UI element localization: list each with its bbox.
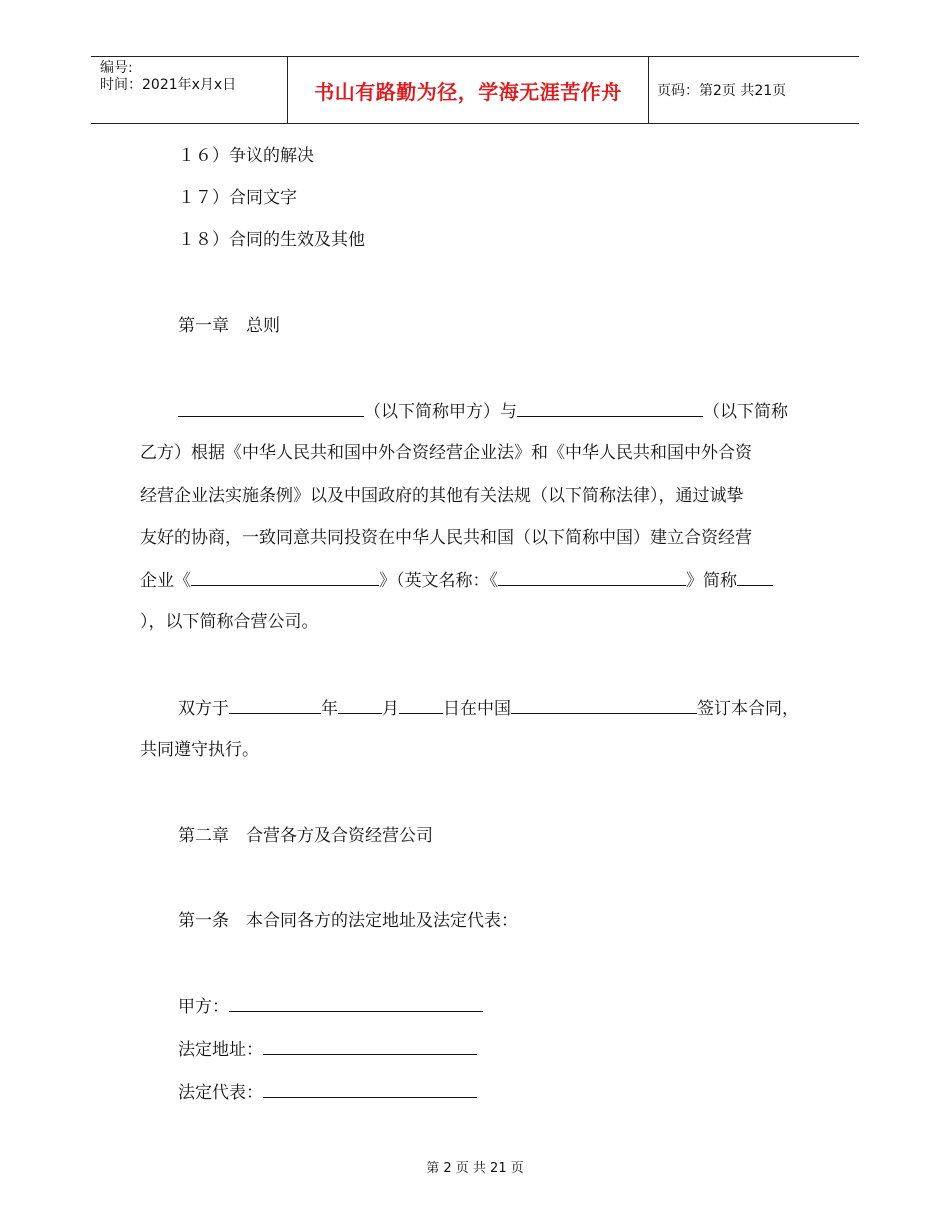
page-header <box>91 56 859 124</box>
blank-party-a <box>178 401 364 417</box>
blank-year <box>229 698 321 714</box>
list-item: １８）合同的生效及其他 <box>178 230 365 250</box>
blank-party-b <box>517 401 703 417</box>
header-motto: 书山有路勤为径，学海无涯苦作舟 <box>287 57 649 123</box>
list-item: １６）争议的解决 <box>178 146 314 166</box>
chapter-1-title: 第一章 总则 <box>178 316 280 336</box>
number-label: 编号: <box>100 60 133 76</box>
paragraph-line: ），以下简称合营公司。 <box>140 612 319 632</box>
paragraph-line: 友好的协商，一致同意共同投资在中华人民共和国（以下简称中国）建立合资经营 <box>140 528 752 548</box>
article-1-heading: 第一条 本合同各方的法定地址及法定代表： <box>178 911 518 931</box>
blank-short-name <box>737 570 773 586</box>
paragraph-line: 双方于 年 月 日在中国 签订本合同， <box>178 699 799 719</box>
paragraph-line: （以下简称甲方）与 （以下简称 <box>178 401 788 422</box>
blank-place <box>511 698 697 714</box>
list-item: １７）合同文字 <box>178 188 297 208</box>
blank-party-a-name <box>229 996 483 1012</box>
paragraph-line: 乙方）根据《中华人民共和国中外合资经营企业法》和《中华人民共和国中外合资 <box>140 443 752 463</box>
header-page-label: 页码：第2页 共21页 <box>657 83 787 99</box>
legal-rep-line: 法定代表： <box>178 1082 477 1103</box>
chapter-2-title: 第二章 合营各方及合资经营公司 <box>178 826 433 846</box>
blank-day <box>399 698 443 714</box>
blank-month <box>338 698 382 714</box>
blank-english-name <box>498 570 686 586</box>
party-a-line: 甲方： <box>178 996 483 1017</box>
header-left <box>91 57 287 123</box>
paragraph-line: 企业《 》（英文名称：《 》简称 <box>140 570 773 591</box>
legal-address-line: 法定地址： <box>178 1039 477 1060</box>
page-footer: 第 2 页 共 21 页 <box>426 1161 524 1176</box>
time-label: 时间：2021年x月x日 <box>100 77 237 93</box>
blank-legal-rep <box>263 1082 477 1098</box>
blank-legal-address <box>263 1039 477 1055</box>
blank-company-name <box>191 570 379 586</box>
paragraph-line: 经营企业法实施条例》以及中国政府的其他有关法规（以下简称法律），通过诚挚 <box>140 486 744 506</box>
paragraph-line: 共同遵守执行。 <box>140 740 259 760</box>
